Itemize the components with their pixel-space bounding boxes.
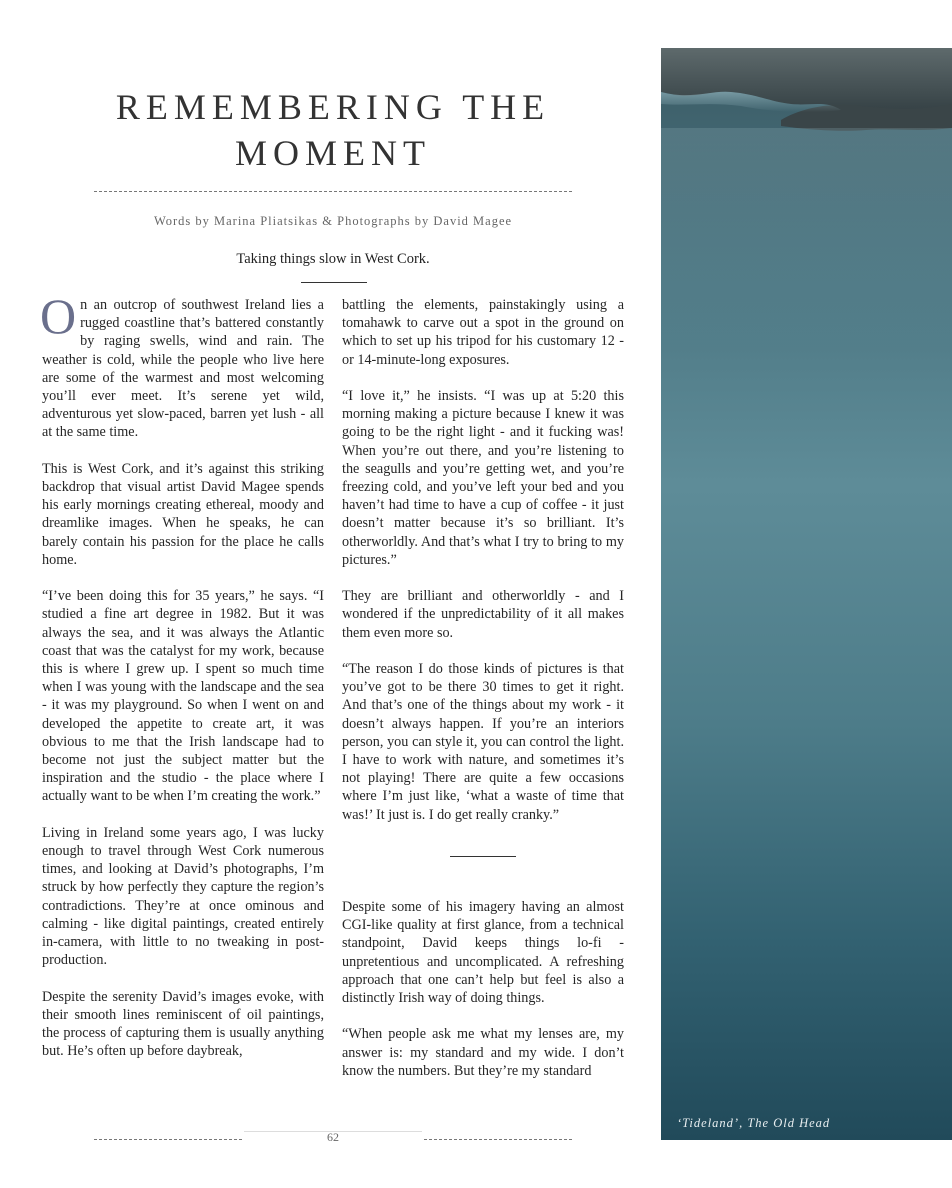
page-number: 62 [327,1130,339,1144]
subtitle-divider [301,282,367,283]
footer-divider-right [424,1139,572,1140]
paragraph-text: n an outcrop of southwest Ireland lies a rugged coastline that’s battered constantly by raging swells, wind and rain. The weather is cold, while the people who live here are some of the warmest and most welcoming you’ll ever meet. It’s serene yet wild, adventurous yet slow-paced, barren yet lush - all at the same time. [42,297,324,441]
title-divider [94,191,572,192]
title-line-1: REMEMBERING THE [115,87,551,127]
article-title [92,84,574,176]
paragraph: Despite the serenity David’s images evoke, with their smooth lines reminiscent of oil paintings, the process of capturing them is usually anything but. He’s often up before daybreak, [42,988,324,1060]
right-column [342,296,624,1098]
paragraph: Despite some of his imagery having an almost CGI-like quality at first glance, from a technical standpoint, David keeps things lo-fi - unpretentious and uncomplicated. A refreshing approach that one can’t help but feel is also a distinctly Irish way of doing things. [342,899,624,1007]
paragraph: “I love it,” he insists. “I was up at 5:20 this morning making a picture because I knew it was going to be the right light - and it fucking was! When you’re out there, and you’re listening to the seagulls and you’re getting wet, and you’re freezing cold, and you’ve left your bed and you haven’t had time to have a cup of coffee - it just doesn’t matter because it’s so brilliant. It’s otherworldly. And that’s what I try to bring to my pictures.” [342,388,624,568]
section-divider [450,856,516,857]
footer-divider-left [94,1139,242,1140]
paragraph: This is West Cork, and it’s against this striking backdrop that visual artist David Magee spends his early mornings creating ethereal, moody and dreamlike images. When he speaks, he can barely contain his passion for the place he calls home. [42,460,324,568]
coastline-rocks-illustration [661,48,952,1140]
paragraph: “When people ask me what my lenses are, my answer is: my standard and my wide. I don’t know the numbers. But they’re my standard [342,1026,624,1079]
paragraph: “I’ve been doing this for 35 years,” he says. “I studied a fine art degree in 1982. But it was always the sea, and it was always the Atlantic coast that was the catalyst for my work, because this is where I grew up. I spent so much time when I was young with the landscape and the sea - it was my playground. So when I went on and developed the appetite to create art, it was obvious to me that the Irish landscape had to become not just the subject matter but the inspiration and the studio - the place where I actually want to be when I’m creating the work.” [42,588,324,805]
subtitle: Taking things slow in West Cork. [236,251,430,267]
drop-cap: O [40,288,77,344]
photo-caption: ‘Tideland’, The Old Head [677,1116,831,1130]
paragraph: They are brilliant and otherworldly - and I wondered if the unpredictability of it all makes them even more so. [342,588,624,641]
left-column [40,288,324,1079]
paragraph: Living in Ireland some years ago, I was lucky enough to travel through West Cork numerous times, and looking at David’s photographs, I’m struck by how perfectly they capture the region’s contradictions. They’re at once ominous and calming - like digital paintings, created entirely in-camera, with little to no tweaking in post-production. [42,824,324,969]
title-line-2: MOMENT [235,133,431,173]
section-break-space [342,842,624,898]
paragraph: “The reason I do those kinds of pictures is that you’ve got to be there 30 times to get it right. And that’s one of the things about my work - it doesn’t always happen. If you’re an interiors person, you can style it, you can control the light. I have to work with nature, and sometimes it’s not playing! There are quite a few occasions where I’m just like, ‘what a waste of time that was!’ It just is. I do get really cranky.” [342,661,624,823]
paragraph [40,288,324,442]
paragraph: battling the elements, painstakingly using a tomahawk to carve out a spot in the ground on which to set up his tripod for his customary 12 - or 14-minute-long exposures. [342,297,624,368]
byline: Words by Marina Pliatsikas & Photographs by David Magee [153,214,513,228]
seascape-photo [661,48,952,1140]
